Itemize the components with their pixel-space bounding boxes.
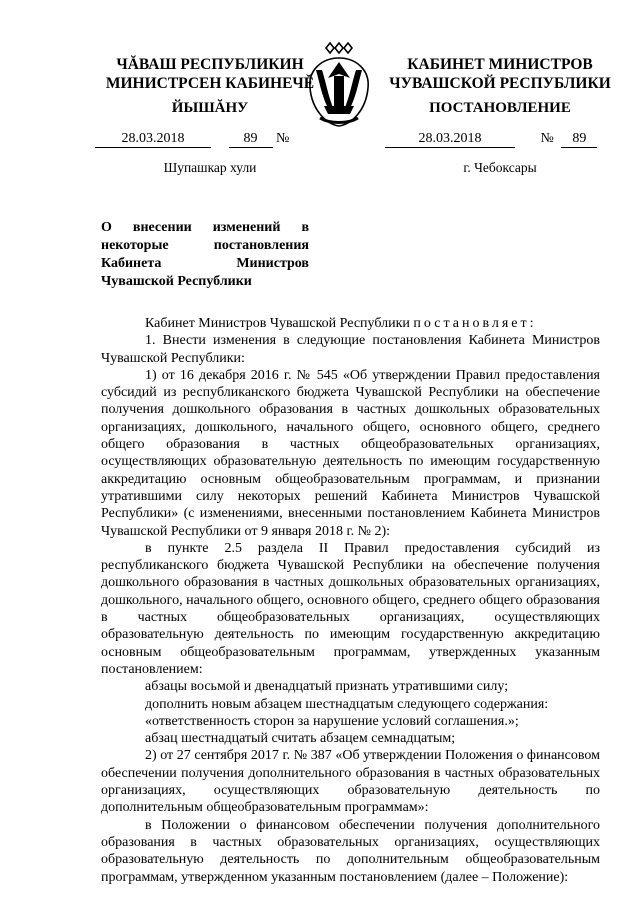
paragraph-1: 1. Внести изменения в следующие постановления Кабинета Министров Чувашской Республики: [101, 333, 600, 366]
document-body [101, 315, 600, 886]
intro-paragraph [101, 315, 600, 332]
date-left: 28.03.2018 [95, 131, 211, 148]
paragraph-4: абзацы восьмой и двенадцатый признать утратившими силу; [145, 679, 509, 695]
number-right: 89 [561, 131, 597, 148]
header-right-line2: ЧУВАШСКОЙ РЕСПУБЛИКИ [389, 75, 611, 92]
chuvash-emblem-icon [300, 40, 378, 132]
paragraph-7: абзац шестнадцатый считать абзацем семнадцатым; [145, 731, 456, 747]
header-right [380, 55, 620, 93]
number-sign-left: № [276, 131, 290, 146]
paragraph-9: в Положении о финансовом обеспечении получения дополнительного образования в частных образовательных организациях, осуществляющих образовательную деятельность по дополнительным общеобразовательным программам, утвержденном указанным постановлением (далее – Положение): [101, 817, 600, 885]
intro-verb: постановляет: [413, 316, 537, 331]
header-left-line2: МИНИСТРСЕН КАБИНЕЧĚ [105, 75, 315, 92]
document-title: О внесении изменений в некоторые постановления Кабинета Министров Чувашской Республики [101, 220, 309, 289]
header-left [95, 55, 325, 93]
intro-subject: Кабинет Министров Чувашской Республики [145, 316, 410, 331]
number-left: 89 [229, 131, 273, 148]
paragraph-8: 2) от 27 сентября 2017 г. № 387 «Об утверждении Положения о финансовом обеспечении получения дополнительного образования в частных образовательных организациях, осуществляющих образовательную деятельность по дополнительным общеобразовательным программам»: [101, 748, 600, 816]
date-right: 28.03.2018 [385, 131, 515, 148]
doc-type-russian: ПОСТАНОВЛЕНИЕ [429, 100, 571, 116]
date-number-right [385, 131, 620, 148]
paragraph-3: в пункте 2.5 раздела II Правил предоставления субсидий из республиканского бюджета Чувашской Республики на обеспечение получения дошкольного образования в частных дошкольных образовательных организациях, дошкольного, начального общего, основного общего, среднего общего образования в частных общеобразовательных организациях, осуществляющих образовательную деятельность по имеющим государственную аккредитацию основным общеобразовательным программам, утвержденных указанным постановлением: [101, 540, 600, 677]
paragraph-2: 1) от 16 декабря 2016 г. № 545 «Об утверждении Правил предоставления субсидий из республиканского бюджета Чувашской Республики на обеспечение получения дошкольного образования в частных дошкольных образовательных организациях, дошкольного, начального общего, основного общего, среднего общего образования в частных общеобразовательных организациях, осуществляющих образовательную деятельность по имеющим государственную аккредитацию основным общеобразовательным программам, и признании утратившими силу некоторых решений Кабинета Министров Чувашской Республики» (с изменениями, внесенными постановлением Кабинета Министров Чувашской Республики от 9 января 2018 г. № 2): [101, 367, 600, 539]
doc-type-chuvash: ЙЫШĂНУ [171, 100, 249, 116]
date-number-left [95, 131, 330, 148]
header-right-line1: КАБИНЕТ МИНИСТРОВ [407, 56, 593, 73]
city-russian: г. Чебоксары [463, 160, 537, 175]
city-chuvash: Шупашкар хули [163, 160, 257, 175]
number-sign-right: № [540, 131, 554, 146]
paragraph-5: дополнить новым абзацем шестнадцатым следующего содержания: [145, 696, 549, 712]
paragraph-6: «ответственность сторон за нарушение условий соглашения.»; [145, 713, 519, 729]
header-left-line1: ЧĂВАШ РЕСПУБЛИКИН [116, 56, 304, 73]
